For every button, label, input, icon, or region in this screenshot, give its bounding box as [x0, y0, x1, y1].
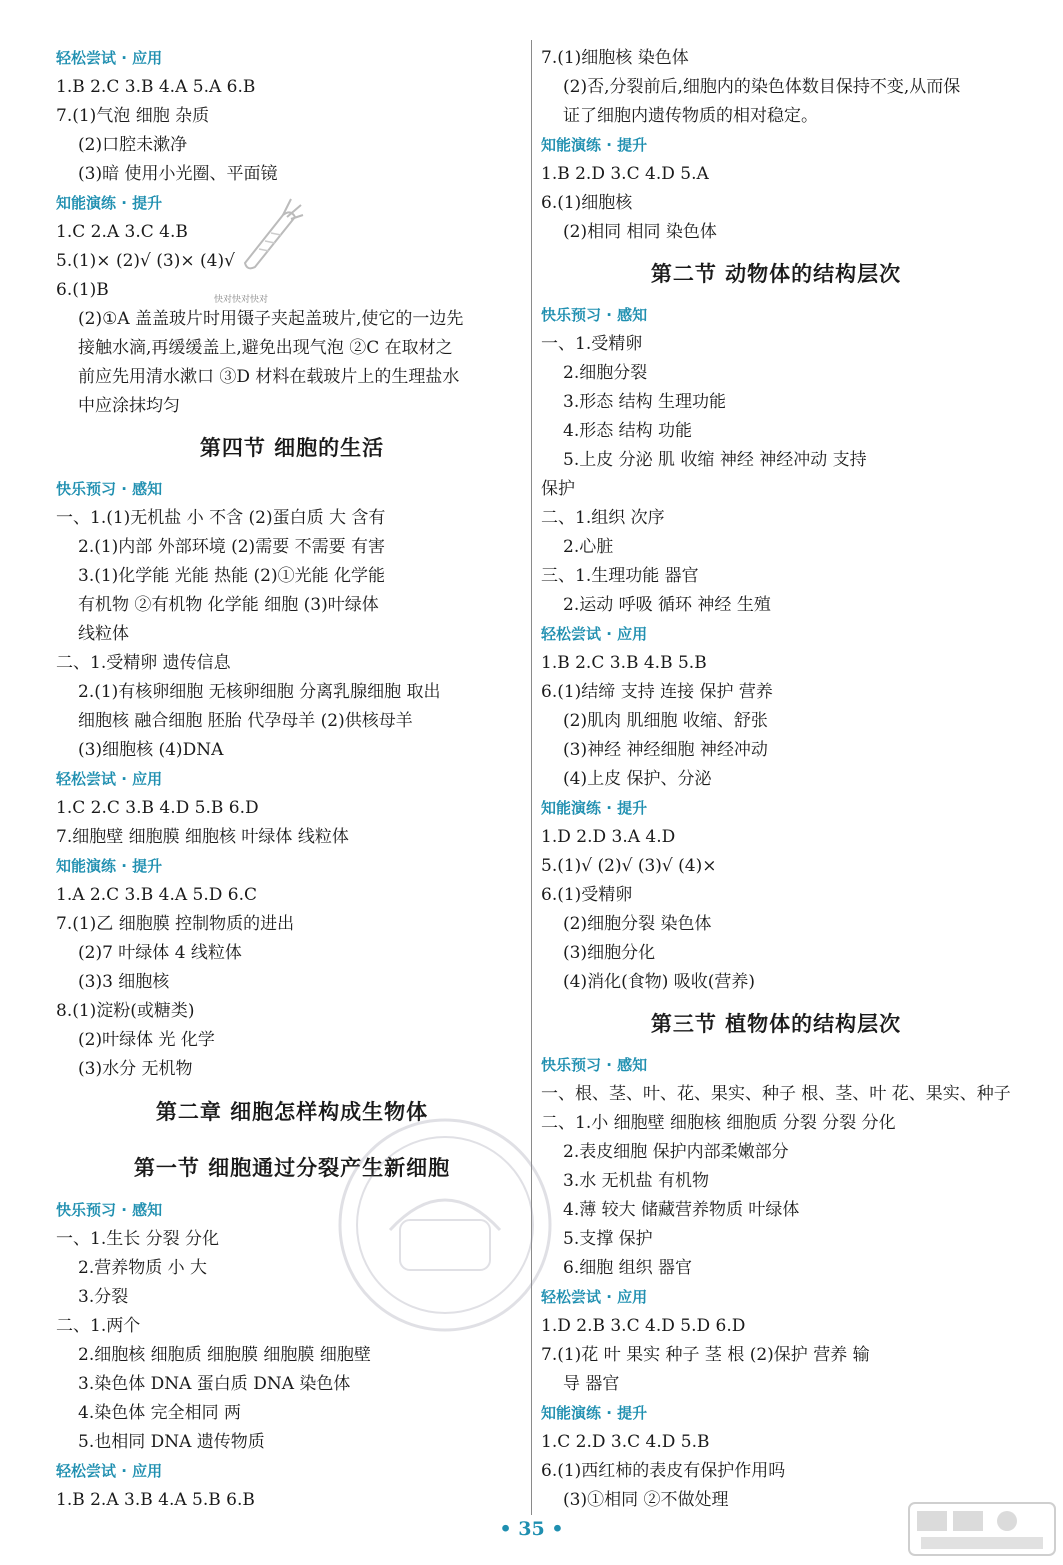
answer-line: 5.上皮 分泌 肌 收缩 神经 神经冲动 支持 [563, 450, 867, 470]
answer-line: 1.B 2.C 3.B 4.A 5.A 6.B [56, 77, 256, 97]
answer-line: (3)细胞核 (4)DNA [78, 740, 224, 760]
answer-line: 1.B 2.C 3.B 4.B 5.B [541, 653, 707, 673]
answer-line: 细胞核 融合细胞 胚胎 代孕母羊 (2)供核母羊 [78, 711, 413, 731]
answer-line: 7.细胞壁 细胞膜 细胞核 叶绿体 线粒体 [56, 827, 349, 847]
answer-line: 2.细胞核 细胞质 细胞膜 细胞膜 细胞壁 [78, 1345, 371, 1365]
answer-line: (3)暗 使用小光圈、平面镜 [78, 164, 278, 184]
answer-line: 二、1.两个 [56, 1316, 141, 1336]
watermark-text: 快对快对快对 [214, 295, 269, 305]
answer-line: 3.染色体 DNA 蛋白质 DNA 染色体 [78, 1374, 351, 1394]
section-label: 轻松尝试 · 应用 [56, 1462, 163, 1480]
answer-line: 5.支撑 保护 [563, 1229, 653, 1249]
answer-line: 4.薄 较大 储藏营养物质 叶绿体 [563, 1200, 800, 1220]
section-label: 快乐预习 · 感知 [541, 1056, 648, 1074]
answer-line: (3)细胞分化 [563, 943, 656, 963]
right-column [541, 44, 1011, 1515]
answer-line: 2.(1)有核卵细胞 无核卵细胞 分离乳腺细胞 取出 [78, 682, 441, 702]
answer-line: (2)相同 相同 染色体 [563, 222, 717, 242]
answer-line: 二、1.小 细胞壁 细胞核 细胞质 分裂 分裂 分化 [541, 1113, 896, 1133]
answer-line: 7.(1)花 叶 果实 种子 茎 根 (2)保护 营养 输 [541, 1345, 870, 1365]
answer-line: 3.(1)化学能 光能 热能 (2)①光能 化学能 [78, 566, 385, 586]
answer-line: 5.也相同 DNA 遗传物质 [78, 1432, 265, 1452]
section-label: 轻松尝试 · 应用 [541, 1288, 648, 1306]
answer-line: 6.(1)西红柿的表皮有保护作用吗 [541, 1461, 786, 1481]
answer-line: 1.C 2.A 3.C 4.B [56, 222, 188, 242]
section-label: 轻松尝试 · 应用 [541, 625, 648, 643]
answer-line: 6.(1)B [56, 280, 109, 300]
answer-line: 一、1.生长 分裂 分化 [56, 1229, 220, 1249]
answer-line: 保护 [541, 479, 575, 499]
answer-line: 接触水滴,再缓缓盖上,避免出现气泡 ②C 在取材之 [78, 338, 453, 358]
answer-line: (2)细胞分裂 染色体 [563, 914, 712, 934]
answer-line: (2)①A 盖盖玻片时用镊子夹起盖玻片,使它的一边先 [78, 309, 464, 329]
answer-line: 6.(1)结缔 支持 连接 保护 营养 [541, 682, 773, 702]
answer-line: 中应涂抹均匀 [78, 396, 180, 416]
answer-line: 1.B 2.D 3.C 4.D 5.A [541, 164, 709, 184]
answer-line: 3.水 无机盐 有机物 [563, 1171, 710, 1191]
answer-line: 1.D 2.B 3.C 4.D 5.D 6.D [541, 1316, 746, 1336]
answer-line: (3)3 细胞核 [78, 972, 170, 992]
section-heading: 第四节 细胞的生活 [199, 436, 385, 460]
answer-line: 2.细胞分裂 [563, 363, 648, 383]
answer-line: 证了细胞内遗传物质的相对稳定。 [563, 106, 818, 126]
section-heading: 第二节 动物体的结构层次 [650, 262, 902, 286]
answer-line: 5.(1)× (2)√ (3)× (4)√ [56, 251, 235, 271]
answer-line: 7.(1)细胞核 染色体 [541, 48, 689, 68]
answer-line: 7.(1)乙 细胞膜 控制物质的进出 [56, 914, 295, 934]
answer-line: 2.营养物质 小 大 [78, 1258, 208, 1278]
answer-line: 3.形态 结构 生理功能 [563, 392, 727, 412]
answer-line: 二、1.受精卵 遗传信息 [56, 653, 231, 673]
answer-line: 1.B 2.A 3.B 4.A 5.B 6.B [56, 1490, 255, 1510]
answer-line: (2)肌肉 肌细胞 收缩、舒张 [563, 711, 768, 731]
answer-line: 4.形态 结构 功能 [563, 421, 693, 441]
answer-line: 有机物 ②有机物 化学能 细胞 (3)叶绿体 [78, 595, 379, 615]
answer-line: (4)消化(食物) 吸收(营养) [563, 972, 756, 992]
answer-line: 1.C 2.D 3.C 4.D 5.B [541, 1432, 710, 1452]
answer-line: 前应先用清水漱口 ③D 材料在载玻片上的生理盐水 [78, 367, 460, 387]
answer-line: 线粒体 [78, 624, 129, 644]
chapter-heading: 第二章 细胞怎样构成生物体 [155, 1100, 429, 1124]
answer-line: 1.C 2.C 3.B 4.D 5.B 6.D [56, 798, 259, 818]
answer-line: (4)上皮 保护、分泌 [563, 769, 712, 789]
answer-line: 1.D 2.D 3.A 4.D [541, 827, 676, 847]
answer-line: (3)水分 无机物 [78, 1059, 193, 1079]
section-label: 知能演练 · 提升 [541, 136, 648, 154]
answer-line: 二、1.组织 次序 [541, 508, 665, 528]
section-label: 轻松尝试 · 应用 [56, 770, 163, 788]
section-label: 知能演练 · 提升 [541, 1404, 648, 1422]
answer-line: (3)①相同 ②不做处理 [563, 1490, 729, 1510]
answer-line: 一、根、茎、叶、花、果实、种子 根、茎、叶 花、果实、种子 [541, 1084, 1011, 1104]
answer-line: 2.(1)内部 外部环境 (2)需要 不需要 有害 [78, 537, 385, 557]
answer-line: (2)7 叶绿体 4 线粒体 [78, 943, 242, 963]
answer-line: 一、1.受精卵 [541, 334, 643, 354]
section-label: 知能演练 · 提升 [56, 857, 163, 875]
answer-line: 6.细胞 组织 器官 [563, 1258, 693, 1278]
section-label: 快乐预习 · 感知 [541, 306, 648, 324]
answer-line: 1.A 2.C 3.B 4.A 5.D 6.C [56, 885, 258, 905]
answer-line: 2.心脏 [563, 537, 614, 557]
answer-line: 导 器官 [563, 1374, 620, 1394]
answer-line: (2)否,分裂前后,细胞内的染色体数目保持不变,从而保 [563, 77, 961, 97]
answer-line: 6.(1)细胞核 [541, 193, 633, 213]
carrot-watermark-icon [225, 193, 305, 273]
section-label: 知能演练 · 提升 [541, 799, 648, 817]
answer-line: (2)口腔未漱净 [78, 135, 188, 155]
answer-line: 8.(1)淀粉(或糖类) [56, 1001, 195, 1021]
section-label: 快乐预习 · 感知 [56, 480, 163, 498]
section-label: 快乐预习 · 感知 [56, 1201, 163, 1219]
answer-line: 3.分裂 [78, 1287, 129, 1307]
answer-line: 2.运动 呼吸 循环 神经 生殖 [563, 595, 771, 615]
answer-line: 7.(1)气泡 细胞 杂质 [56, 106, 210, 126]
page-number: • 35 • [499, 1518, 564, 1540]
answer-line: 6.(1)受精卵 [541, 885, 633, 905]
section-label: 知能演练 · 提升 [56, 194, 163, 212]
answer-line: 2.表皮细胞 保护内部柔嫩部分 [563, 1142, 789, 1162]
chapter-heading: 第一节 细胞通过分裂产生新细胞 [133, 1156, 451, 1180]
answer-line: (2)叶绿体 光 化学 [78, 1030, 215, 1050]
section-heading: 第三节 植物体的结构层次 [650, 1012, 902, 1036]
answer-line: 一、1.(1)无机盐 小 不含 (2)蛋白质 大 含有 [56, 508, 386, 528]
answer-line: 三、1.生理功能 器官 [541, 566, 699, 586]
answer-line: 4.染色体 完全相同 两 [78, 1403, 242, 1423]
answer-line: 5.(1)√ (2)√ (3)√ (4)× [541, 856, 717, 876]
stamp-watermark-icon [330, 1110, 560, 1340]
section-label: 轻松尝试 · 应用 [56, 49, 163, 67]
answer-line: (3)神经 神经细胞 神经冲动 [563, 740, 768, 760]
